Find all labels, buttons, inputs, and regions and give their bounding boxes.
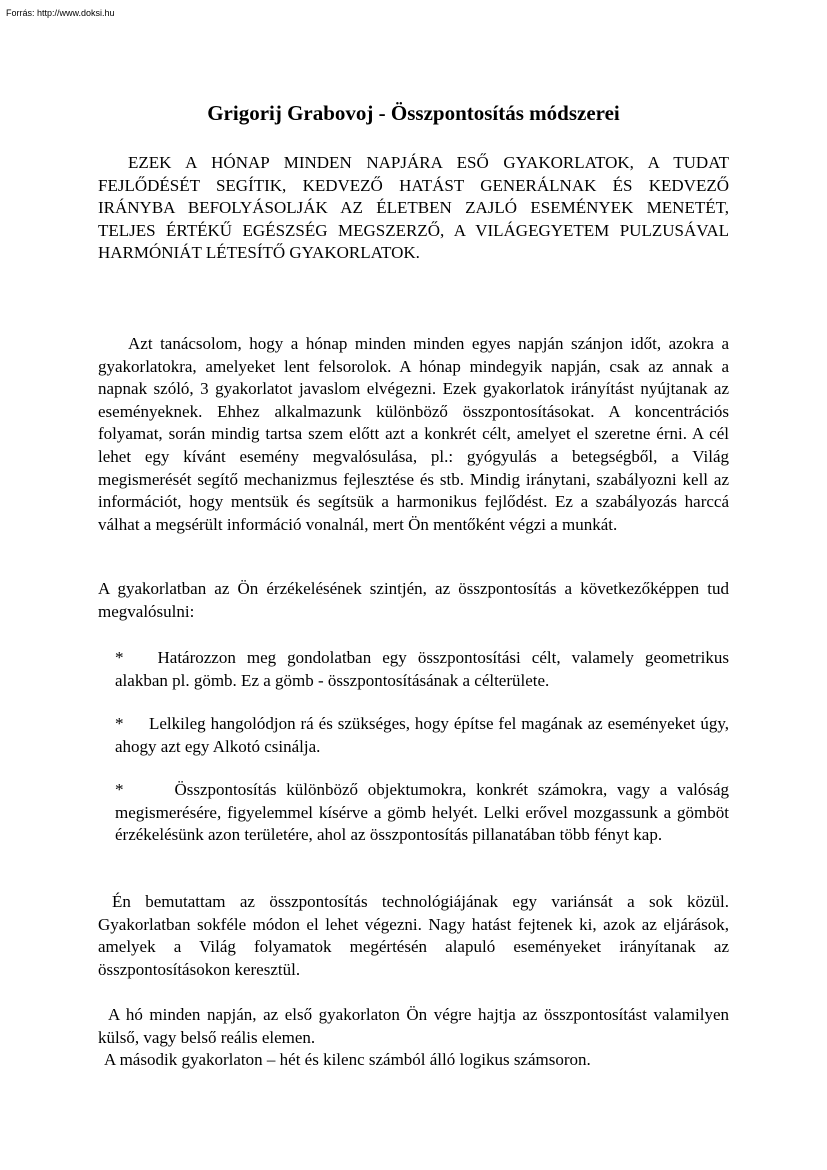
paragraph-practice: [98, 578, 729, 623]
bullet-item: [115, 779, 729, 847]
paragraph-practice-text: A gyakorlatban az Ön érzékelésének szintjén, az összpontosítás a következőképpen tud megvalósulni:: [98, 579, 729, 621]
paragraph-second-exercise: [98, 1049, 729, 1072]
bullet-item-text: * Határozzon meg gondolatban egy összpontosítási célt, valamely geometrikus alakban pl. gömb. Ez a gömb - összpontosításának a célterülete.: [115, 648, 729, 690]
paragraph-advice-text: Azt tanácsolom, hogy a hónap minden minden egyes napján szánjon időt, azokra a gyakorlatokra, amelyeket lent felsorolok. A hónap mindegyik napján, csak az annak a napnak szóló, 3 gyakorlatot javaslom elvégezni. Ezek gyakorlatok irányítást nyújtanak az eseményeknek. Ehhez alkalmazunk különböző összpontosításokat. A koncentrációs folyamat, során mindig tartsa szem előtt azt a konkrét célt, amelyet el szeretne érni. A cél lehet egy kívánt esemény megvalósulása, pl.: gyógyulás a betegségből, a Világ megismerését segítő mechanizmus fejlesztése és stb. Mindig iránytani, szabályozni kell az információt, hogy mentsük és segítsük a harmonikus fejlődést. Ez a szabályozás harccá válhat a megsérült információ vonalnál, mert Ön mentőként végzi a munkát.: [98, 334, 729, 534]
paragraph-technology-text: Én bemutattam az összpontosítás technológiájának egy variánsát a sok közül. Gyakorlatban sokféle módon el lehet végezni. Nagy hatást fejtenek ki, azok az eljárások, amelyek a Világ folyamatok megértésén alapuló eseményeket irányítanak az összpontosításokon keresztül.: [98, 892, 729, 979]
intro-paragraph: [98, 152, 729, 265]
source-line: Forrás: http://www.doksi.hu: [6, 8, 115, 18]
bullet-item-text: * Lelkileg hangolódjon rá és szükséges, hogy építse fel magának az eseményeket úgy, ahogy azt egy Alkotó csinálja.: [115, 714, 729, 756]
page-title: Grigorij Grabovoj - Összpontosítás módszerei: [207, 101, 620, 125]
paragraph-second-exercise-text: A második gyakorlaton – hét és kilenc számból álló logikus számsoron.: [104, 1050, 591, 1069]
paragraph-advice: [98, 333, 729, 536]
paragraph-first-exercise-text: A hó minden napján, az első gyakorlaton Ön végre hajtja az összpontosítást valamilyen külső, vagy belső reális elemen.: [98, 1005, 729, 1047]
bullet-item-text: * Összpontosítás különböző objektumokra, konkrét számokra, vagy a valóság megismerésére, figyelemmel kísérve a gömb helyét. Lelki erővel mozgassunk a gömböt érzékelésünk azon területére, ahol az összpontosítás pillanatában több fényt kap.: [115, 780, 729, 845]
paragraph-first-exercise: [98, 1004, 729, 1049]
paragraph-technology: [98, 891, 729, 981]
bullet-item: [115, 647, 729, 692]
bullet-item: [115, 713, 729, 758]
intro-text: EZEK A HÓNAP MINDEN NAPJÁRA ESŐ GYAKORLATOK, A TUDAT FEJLŐDÉSÉT SEGÍTIK, KEDVEZŐ HATÁST GENERÁLNAK ÉS KEDVEZŐ IRÁNYBA BEFOLYÁSOLJÁK AZ ÉLETBEN ZAJLÓ ESEMÉNYEK MENETÉT, TELJES ÉRTÉKŰ EGÉSZSÉG MEGSZERZŐ, A VILÁGEGYETEM PULZUSÁVAL HARMÓNIÁT LÉTESÍTŐ GYAKORLATOK.: [98, 153, 729, 263]
